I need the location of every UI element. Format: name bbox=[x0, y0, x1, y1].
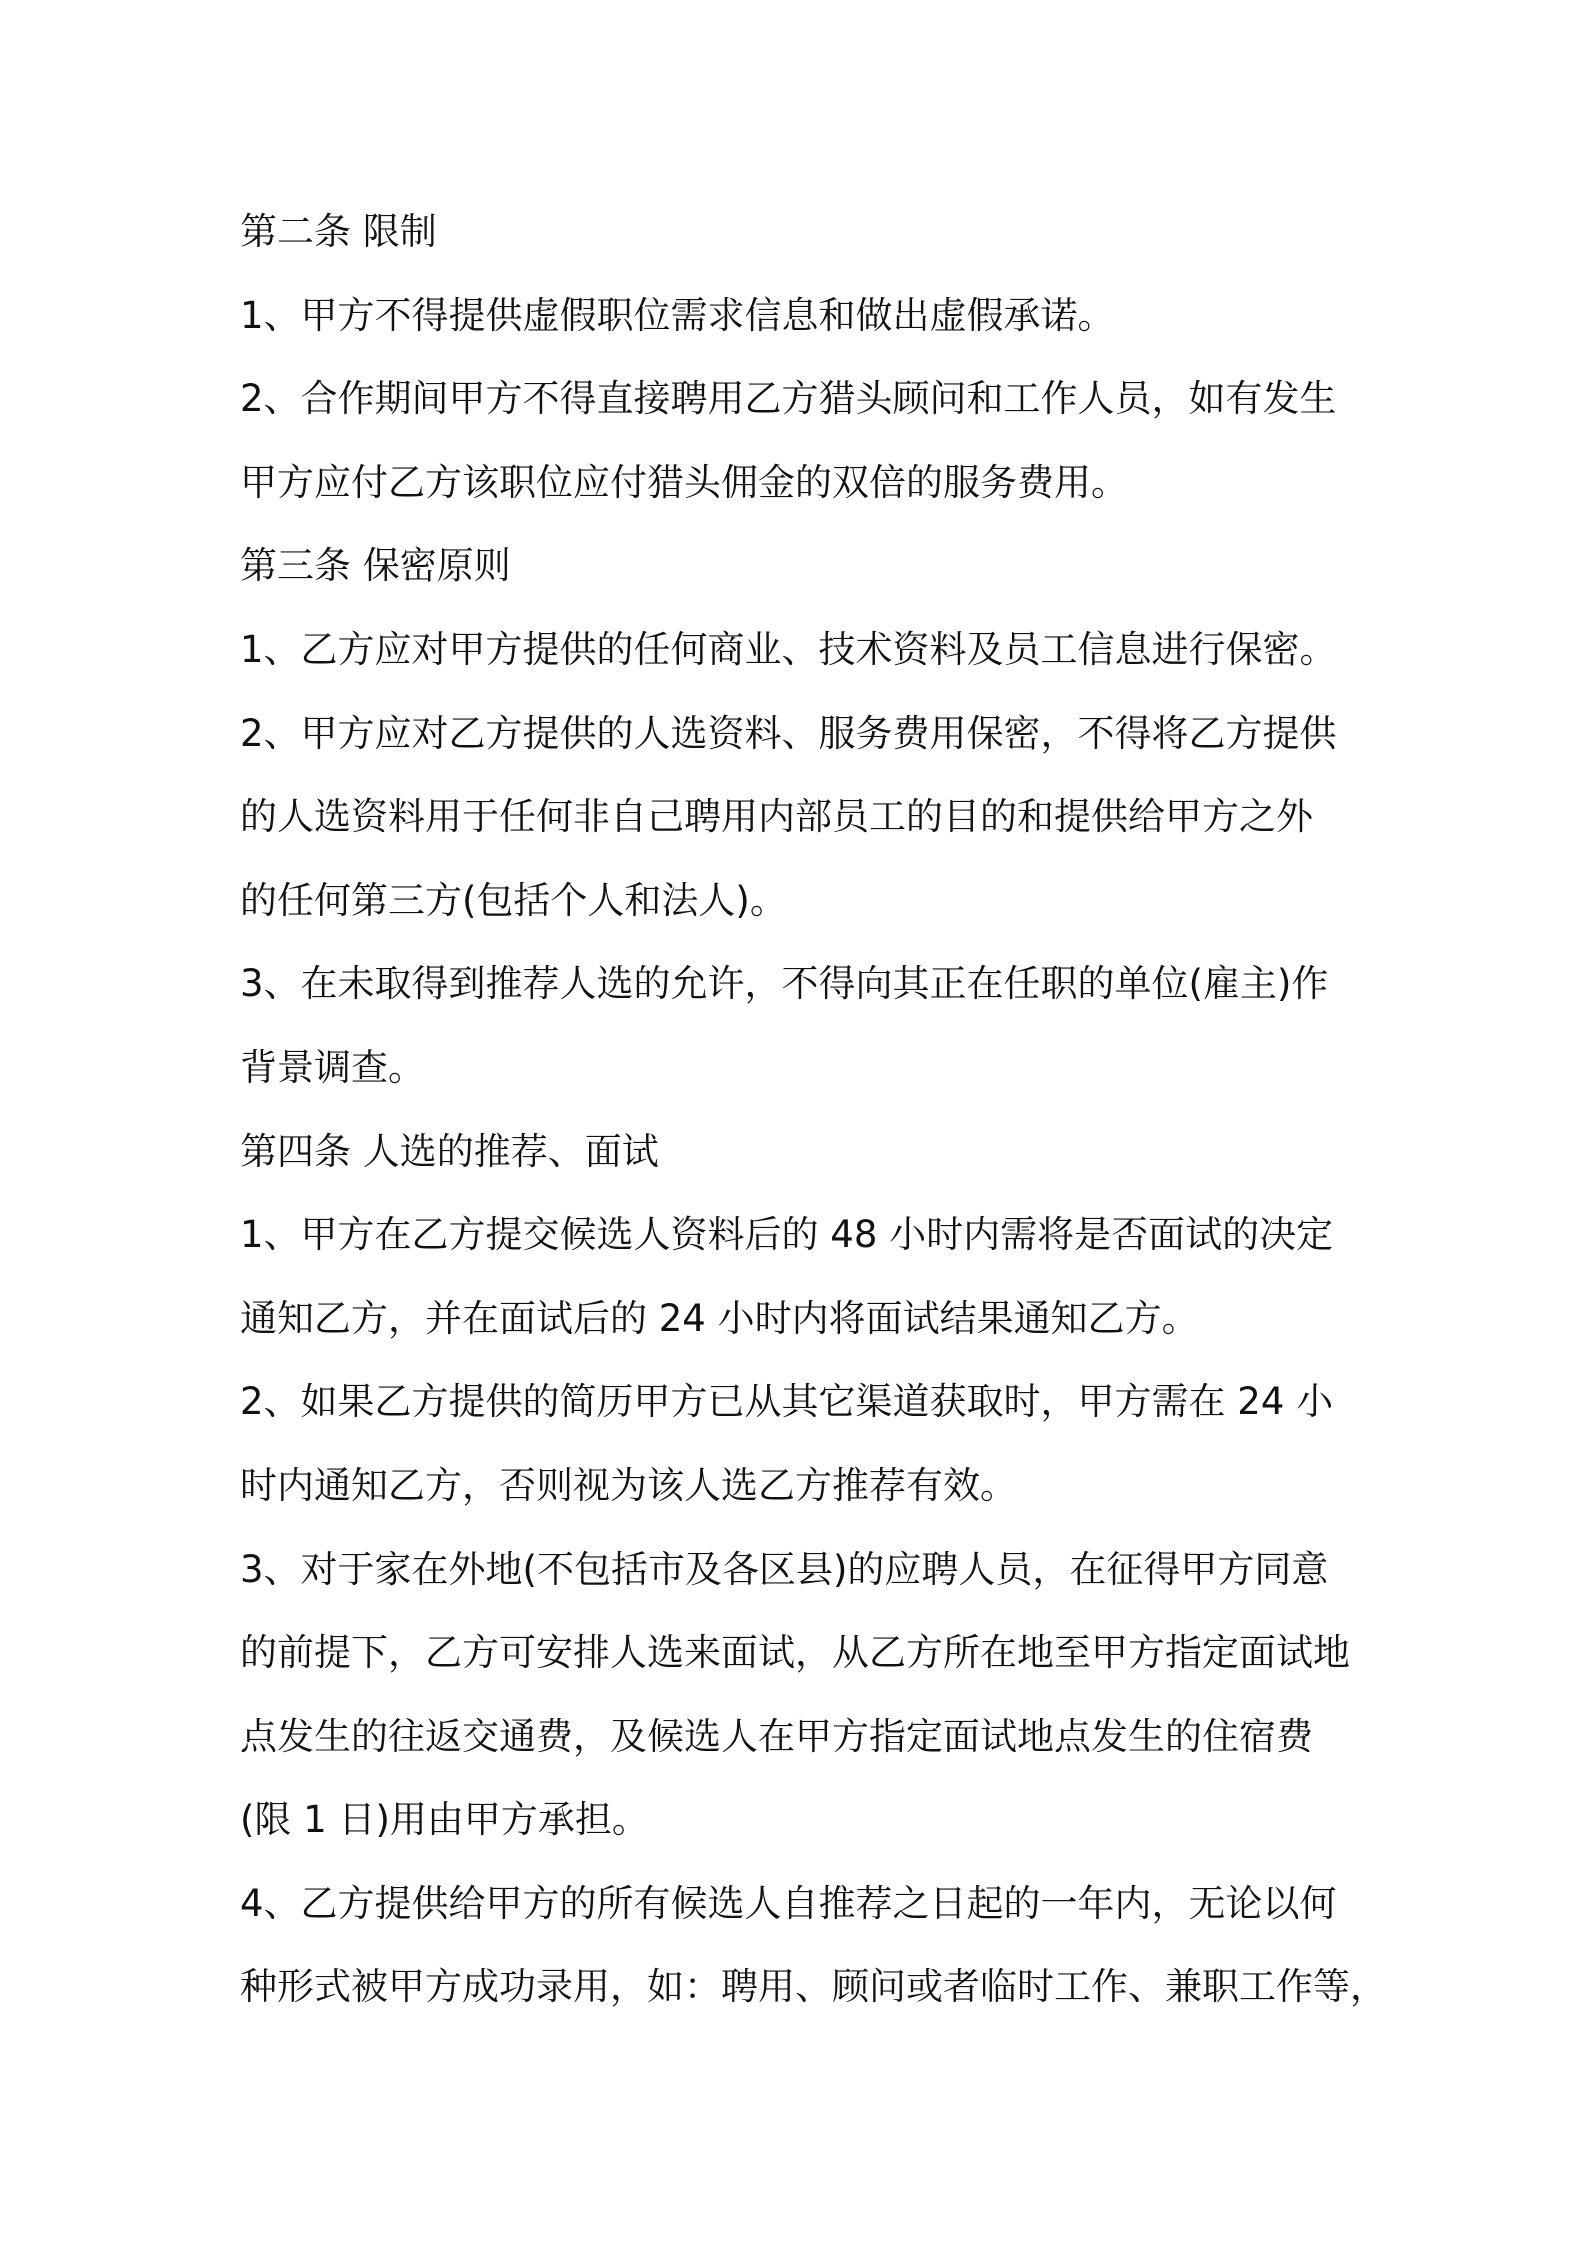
paragraph-line: 3、对于家在外地(不包括市及各区县)的应聘人员，在征得甲方同意 bbox=[240, 1547, 1329, 1591]
paragraph-line: 时内通知乙方，否则视为该人选乙方推荐有效。 bbox=[240, 1463, 1017, 1507]
paragraph-line: 的前提下，乙方可安排人选来面试，从乙方所在地至甲方指定面试地 bbox=[240, 1631, 1350, 1675]
paragraph-line: 通知乙方，并在面试后的 24 小时内将面试结果通知乙方。 bbox=[240, 1296, 1199, 1340]
section-heading-article-4: 第四条 人选的推荐、面试 bbox=[240, 1129, 659, 1173]
paragraph-line: 的任何第三方(包括个人和法人)。 bbox=[240, 878, 787, 922]
section-heading-article-2: 第二条 限制 bbox=[240, 210, 437, 253]
paragraph-line: 种形式被甲方成功录用，如：聘用、顾问或者临时工作、兼职工作等， bbox=[240, 1965, 1387, 2009]
paragraph-line: 的人选资料用于任何非自己聘用内部员工的目的和提供给甲方之外 bbox=[240, 795, 1313, 839]
paragraph-line: 2、如果乙方提供的简历甲方已从其它渠道获取时，甲方需在 24 小 bbox=[240, 1380, 1334, 1424]
paragraph-line: 2、合作期间甲方不得直接聘用乙方猎头顾问和工作人员，如有发生 bbox=[240, 377, 1337, 421]
paragraph-line: 2、甲方应对乙方提供的人选资料、服务费用保密，不得将乙方提供 bbox=[240, 711, 1337, 755]
paragraph-line: 4、乙方提供给甲方的所有候选人自推荐之日起的一年内，无论以何 bbox=[240, 1881, 1337, 1925]
section-heading-article-3: 第三条 保密原则 bbox=[240, 544, 511, 588]
contract-text bbox=[240, 190, 1387, 2029]
paragraph-line: 点发生的往返交通费，及候选人在甲方指定面试地点发生的住宿费 bbox=[240, 1714, 1313, 1758]
paragraph-line: 1、甲方不得提供虚假职位需求信息和做出虚假承诺。 bbox=[240, 293, 1115, 337]
paragraph-line: 背景调查。 bbox=[240, 1045, 425, 1089]
paragraph-line: 1、甲方在乙方提交候选人资料后的 48 小时内需将是否面试的决定 bbox=[240, 1213, 1334, 1257]
paragraph-line: 3、在未取得到推荐人选的允许，不得向其正在任职的单位(雇主)作 bbox=[240, 962, 1329, 1006]
paragraph-line: 甲方应付乙方该职位应付猎头佣金的双倍的服务费用。 bbox=[240, 460, 1128, 504]
paragraph-line: (限 1 日)用由甲方承担。 bbox=[240, 1798, 649, 1842]
paragraph-line: 1、乙方应对甲方提供的任何商业、技术资料及员工信息进行保密。 bbox=[240, 627, 1337, 671]
